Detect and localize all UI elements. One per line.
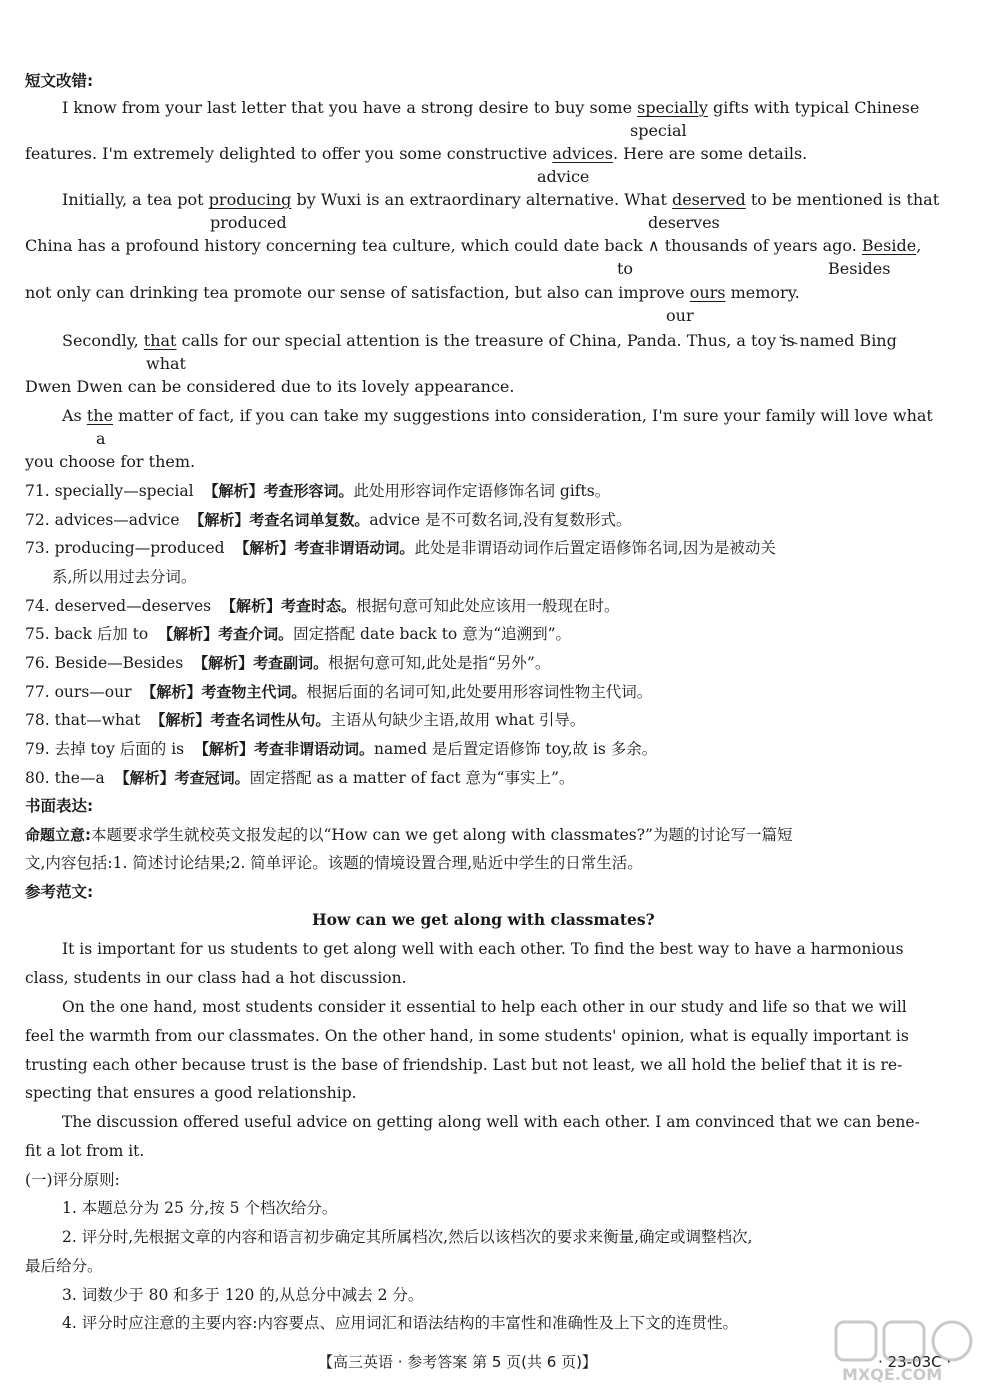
passage-line: I know from your last letter that you have a strong desire to buy some specially gifts with typical Chinese — [62, 98, 920, 117]
answer-item: 79. 去掉 toy 后面的 is 【解析】考查非谓语动词。named 是后置定语修饰 toy,故 is 多余。 — [25, 740, 658, 758]
essay-line: feel the warmth from our classmates. On the other hand, in some students' opinion, what is equally important is — [25, 1027, 909, 1045]
intent-line: 命题立意:本题要求学生就校英文报发起的以“How can we get along with classmates?”为题的讨论写一篇短 — [25, 826, 793, 844]
correction-word: produced — [210, 213, 287, 232]
passage-line: China has a profound history concerning tea culture, which could date back ∧ thousands of years ago. Beside, — [25, 236, 922, 255]
watermark-logo — [832, 1318, 982, 1386]
answer-item: 71. specially—special 【解析】考查形容词。此处用形容词作定语修饰名词 gifts。 — [25, 482, 611, 500]
footer-code: · 23-03C · — [878, 1353, 952, 1371]
answer-item: 74. deserved—deserves 【解析】考查时态。根据句意可知此处应该用一般现在时。 — [25, 597, 620, 615]
essay-line: It is important for us students to get along well with each other. To find the best way to have a harmonious — [62, 940, 904, 958]
essay-line: fit a lot from it. — [25, 1142, 145, 1160]
essay-line: specting that ensures a good relationship. — [25, 1084, 357, 1102]
error-word: Beside — [861, 236, 917, 255]
answer-item: 77. ours—our 【解析】考查物主代词。根据后面的名词可知,此处要用形容词性物主代词。 — [25, 683, 653, 701]
error-word: advices — [552, 144, 613, 163]
error-word: that — [143, 331, 177, 350]
answer-item: 76. Beside—Besides 【解析】考查副词。根据句意可知,此处是指“另外”。 — [25, 654, 551, 672]
intent-line: 文,内容包括:1. 简述讨论结果;2. 简单评论。该题的情境设置合理,贴近中学生的日常生活。 — [25, 854, 643, 872]
scoring-rule: 4. 评分时应注意的主要内容:内容要点、应用词汇和语法结构的丰富性和准确性及上下文的连贯性。 — [62, 1314, 738, 1332]
scoring-rule: 1. 本题总分为 25 分,按 5 个档次给分。 — [62, 1199, 338, 1217]
passage-line: As the matter of fact, if you can take my suggestions into consideration, I'm sure your family will love what — [62, 406, 933, 425]
passage-line: features. I'm extremely delighted to offer you some constructive advices. Here are some details. — [25, 144, 808, 163]
scoring-heading: (一)评分原则: — [25, 1171, 120, 1189]
essay-line: On the one hand, most students consider it essential to help each other in our study and life so that we will — [62, 998, 907, 1016]
correction-word: what — [146, 354, 186, 373]
essay-line: class, students in our class had a hot discussion. — [25, 969, 407, 987]
error-word: ours — [689, 283, 726, 302]
passage-line: Initially, a tea pot producing by Wuxi is an extraordinary alternative. What deserved to be mentioned is that — [62, 190, 940, 209]
correction-word: advice — [537, 167, 590, 186]
answer-item: 78. that—what 【解析】考查名词性从句。主语从句缺少主语,故用 what 引导。 — [25, 711, 586, 729]
correction-word: our — [666, 306, 694, 325]
passage-line: Secondly, that calls for our special attention is the treasure of China, Panda. Thus, a toy is named Bing — [62, 331, 897, 350]
answer-item: 75. back 后加 to 【解析】考查介词。固定搭配 date back to 意为“追溯到”。 — [25, 625, 572, 643]
answer-item: 80. the—a 【解析】考查冠词。固定搭配 as a matter of fact 意为“事实上”。 — [25, 769, 575, 787]
section-heading-error-correction: 短文改错: — [25, 72, 94, 90]
error-word: deserved — [671, 190, 746, 209]
scoring-rule-continuation: 最后给分。 — [25, 1257, 103, 1275]
answer-item: 73. producing—produced 【解析】考查非谓语动词。此处是非谓语动词作后置定语修饰名词,因为是被动关 — [25, 539, 776, 557]
passage-line: you choose for them. — [25, 452, 196, 471]
essay-title: How can we get along with classmates? — [312, 910, 655, 929]
scoring-rule: 3. 词数少于 80 和多于 120 的,从总分中减去 2 分。 — [62, 1286, 424, 1304]
answer-item: 72. advices—advice 【解析】考查名词单复数。advice 是不可数名词,没有复数形式。 — [25, 511, 632, 529]
watermark-text: MXQE.COM — [842, 1365, 943, 1384]
passage-line: Dwen Dwen can be considered due to its lovely appearance. — [25, 377, 515, 396]
answer-item-continuation: 系,所以用过去分词。 — [52, 568, 197, 586]
error-word: the — [86, 406, 114, 425]
passage-line: not only can drinking tea promote our sense of satisfaction, but also can improve ours memory. — [25, 283, 800, 302]
error-word: producing — [208, 190, 292, 209]
scoring-rule: 2. 评分时,先根据文章的内容和语言初步确定其所属档次,然后以该档次的要求来衡量,确定或调整档次, — [62, 1228, 753, 1246]
correction-word: Besides — [828, 259, 891, 278]
sample-heading: 参考范文: — [25, 883, 94, 901]
correction-word: a — [96, 429, 106, 448]
deleted-word: is — [781, 331, 795, 350]
section-heading-writing: 书面表达: — [25, 797, 94, 815]
footer-page-info: 【高三英语 · 参考答案 第 5 页(共 6 页)】 — [318, 1353, 597, 1371]
correction-word: special — [630, 121, 687, 140]
correction-word: deserves — [648, 213, 720, 232]
insert-caret: ∧ — [647, 236, 660, 255]
essay-line: trusting each other because trust is the base of friendship. Last but not least, we all hold the belief that it is re- — [25, 1056, 903, 1074]
error-word: specially — [637, 98, 708, 117]
essay-line: The discussion offered useful advice on getting along well with each other. I am convinced that we can bene- — [62, 1113, 920, 1131]
correction-word: to — [617, 259, 634, 278]
